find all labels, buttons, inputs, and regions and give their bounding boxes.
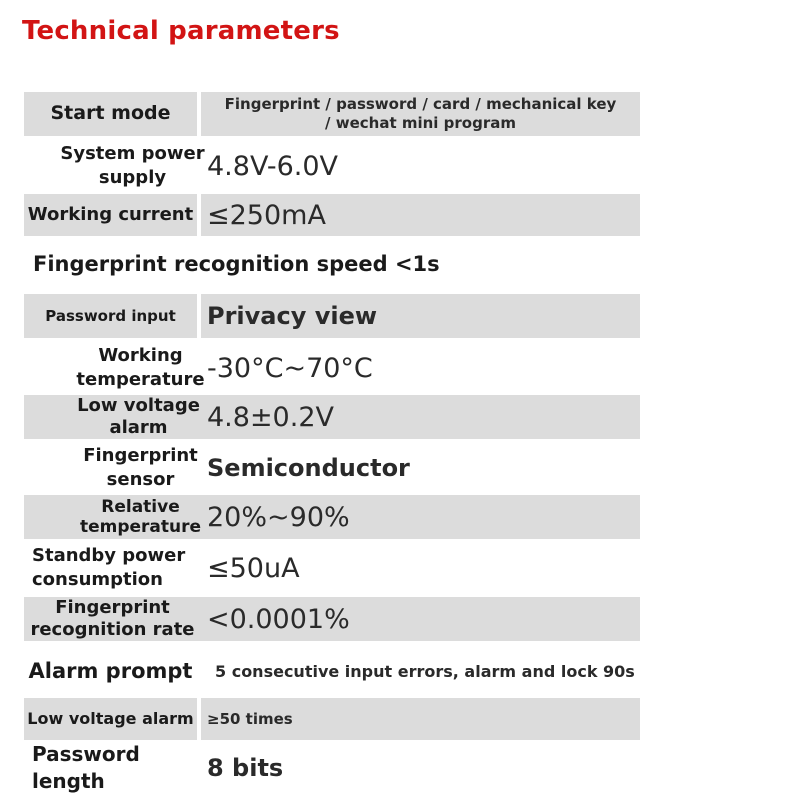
recognition-speed-line: Fingerprint recognition speed <1s [33, 252, 440, 276]
param-value: Fingerprint / password / card / mechanical key / wechat mini program [201, 92, 640, 136]
param-value: <0.0001% [201, 597, 640, 641]
param-label: Password input [24, 294, 197, 338]
param-label: System power supply [60, 142, 205, 188]
param-row-working-current [24, 194, 640, 236]
param-value: 20%~90% [201, 495, 640, 539]
param-value: 4.8V-6.0V [207, 150, 338, 182]
param-label: Relative temperature [24, 495, 257, 539]
param-value: Privacy view [201, 294, 640, 338]
param-label: Start mode [24, 92, 197, 136]
param-label: Password length [32, 742, 140, 793]
param-label: Low voltage alarm [24, 395, 253, 439]
param-label: Low voltage alarm [24, 698, 197, 740]
param-row-fingerprint-sensor [24, 444, 640, 492]
param-label: Fingerprint recognition rate [24, 597, 201, 641]
param-label: Alarm prompt [28, 658, 193, 683]
param-row-system-power-supply [24, 142, 640, 190]
param-label: Standby power consumption [32, 544, 186, 590]
param-value: 4.8±0.2V [201, 395, 640, 439]
param-value: 5 consecutive input errors, alarm and lock 90s [215, 661, 635, 681]
param-row-standby-power [24, 544, 640, 592]
param-value: ≤250mA [201, 194, 640, 236]
param-value: ≤50uA [207, 552, 300, 584]
param-value: ≥50 times [201, 698, 640, 740]
param-value: 8 bits [207, 754, 284, 782]
param-row-low-voltage-alarm [24, 395, 640, 439]
param-row-password-input [24, 294, 640, 338]
param-row-recognition-rate [24, 597, 640, 641]
param-value: Semiconductor [207, 454, 410, 482]
param-row-relative-temperature [24, 495, 640, 539]
param-label: Working temperature [76, 344, 205, 390]
param-value: -30°C~70°C [207, 352, 373, 384]
param-label: Working current [24, 194, 197, 236]
param-label: Fingerprint sensor [83, 444, 198, 490]
param-row-low-voltage-alarm-times [24, 698, 640, 740]
param-row-alarm-prompt [24, 650, 640, 692]
param-row-working-temperature [24, 344, 640, 392]
page-title: Technical parameters [22, 16, 340, 46]
param-row-password-length [24, 740, 640, 796]
param-row-start-mode [24, 92, 640, 136]
